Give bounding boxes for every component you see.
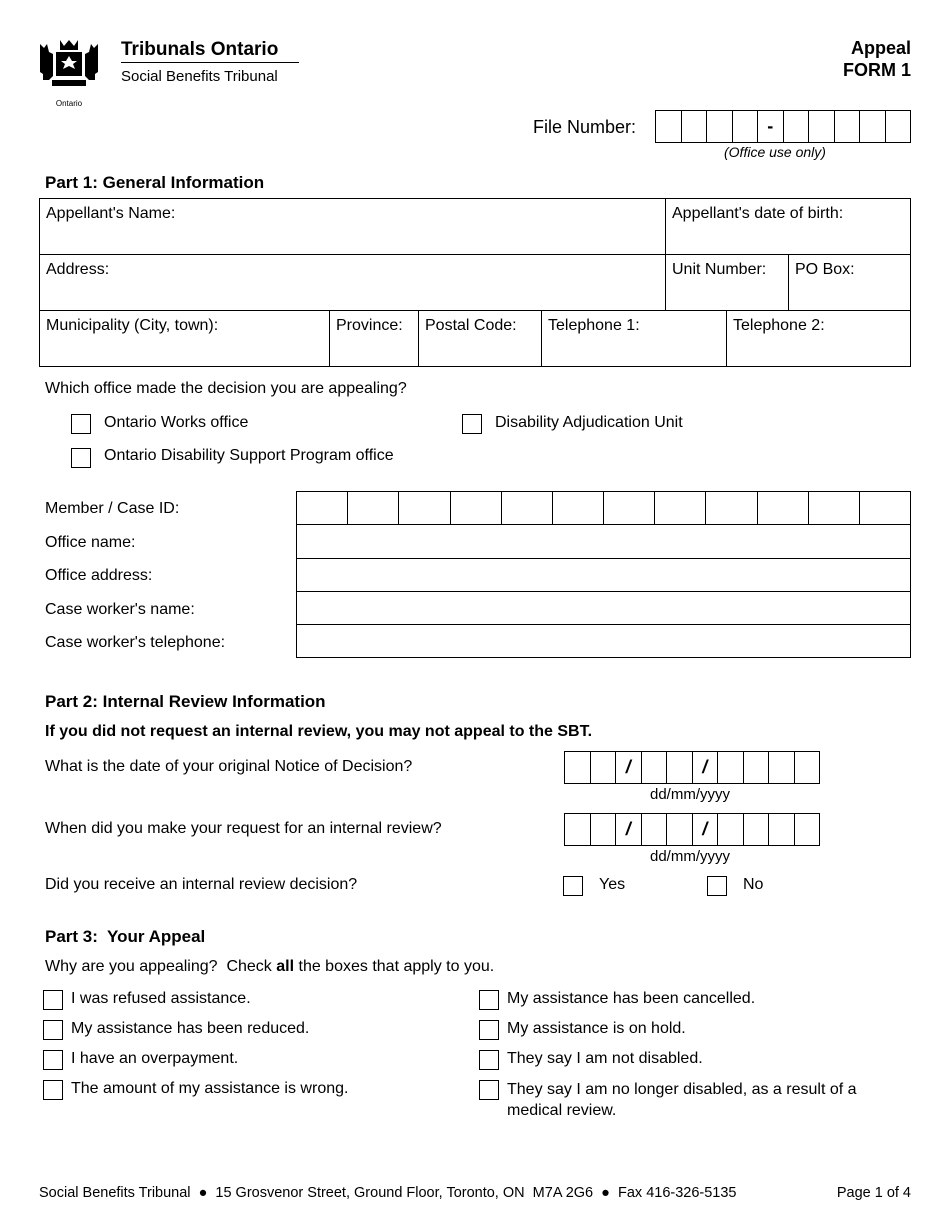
ontario-logo bbox=[36, 38, 102, 108]
telephone1-field[interactable] bbox=[541, 310, 727, 367]
notice-date-question: What is the date of your original Notice of Decision? bbox=[45, 758, 413, 775]
dob-label: Appellant's date of birth: bbox=[672, 205, 844, 222]
date-digit[interactable] bbox=[769, 814, 795, 845]
file-number-digit[interactable] bbox=[860, 111, 886, 142]
no-longer-disabled-checkbox[interactable] bbox=[479, 1080, 499, 1100]
part2-title: Part 2: Internal Review Information bbox=[45, 692, 326, 711]
member-id-label: Member / Case ID: bbox=[45, 500, 180, 517]
member-id-digit[interactable] bbox=[553, 492, 604, 524]
dau-checkbox[interactable] bbox=[462, 414, 482, 434]
office-question: Which office made the decision you are appealing? bbox=[45, 380, 407, 397]
form-title: Appeal bbox=[850, 38, 911, 58]
dob-field[interactable] bbox=[665, 198, 911, 255]
review-decision-question: Did you receive an internal review decision? bbox=[45, 876, 358, 893]
page-number: Page 1 of 4 bbox=[836, 1185, 911, 1201]
refused-label: I was refused assistance. bbox=[71, 990, 251, 1007]
member-id-digit[interactable] bbox=[451, 492, 502, 524]
office-name-label: Office name: bbox=[45, 534, 136, 551]
yes-label: Yes bbox=[599, 876, 626, 893]
notice-date-boxes[interactable] bbox=[564, 751, 820, 784]
pobox-field[interactable] bbox=[788, 254, 911, 311]
member-id-digit[interactable] bbox=[399, 492, 450, 524]
date-digit[interactable] bbox=[591, 814, 617, 845]
file-number-digit[interactable] bbox=[835, 111, 861, 142]
date-digit[interactable] bbox=[642, 752, 668, 783]
ontario-works-checkbox[interactable] bbox=[71, 414, 91, 434]
part1-title: Part 1: General Information bbox=[45, 173, 265, 192]
amount-wrong-checkbox[interactable] bbox=[43, 1080, 63, 1100]
part2-warning: If you did not request an internal review, you may not appeal to the SBT. bbox=[45, 723, 593, 740]
member-id-digit[interactable] bbox=[655, 492, 706, 524]
file-number-digit[interactable] bbox=[784, 111, 810, 142]
date-digit[interactable] bbox=[744, 752, 770, 783]
date-digit[interactable] bbox=[795, 752, 821, 783]
date-separator: / bbox=[616, 752, 642, 783]
postal-code-label: Postal Code: bbox=[425, 317, 517, 334]
file-number-separator: - bbox=[758, 111, 784, 142]
member-id-digit[interactable] bbox=[348, 492, 399, 524]
overpayment-label: I have an overpayment. bbox=[71, 1050, 239, 1067]
member-id-digit[interactable] bbox=[758, 492, 809, 524]
date-separator: / bbox=[616, 814, 642, 845]
not-disabled-checkbox[interactable] bbox=[479, 1050, 499, 1070]
province-label: Province: bbox=[336, 317, 403, 334]
review-date-format: dd/mm/yyyy bbox=[650, 848, 731, 865]
date-separator: / bbox=[693, 752, 719, 783]
no-longer-disabled-label: They say I am no longer disabled, as a result of a medical review. bbox=[507, 1081, 857, 1119]
on-hold-checkbox[interactable] bbox=[479, 1020, 499, 1040]
member-id-digit[interactable] bbox=[502, 492, 553, 524]
telephone1-label: Telephone 1: bbox=[548, 317, 640, 334]
province-field[interactable] bbox=[329, 310, 419, 367]
member-id-digit[interactable] bbox=[860, 492, 910, 524]
unit-number-label: Unit Number: bbox=[672, 261, 767, 278]
notice-date-format: dd/mm/yyyy bbox=[650, 786, 731, 803]
review-date-question: When did you make your request for an internal review? bbox=[45, 820, 442, 837]
unit-number-field[interactable] bbox=[665, 254, 789, 311]
date-digit[interactable] bbox=[744, 814, 770, 845]
municipality-field[interactable] bbox=[39, 310, 330, 367]
refused-checkbox[interactable] bbox=[43, 990, 63, 1010]
postal-code-field[interactable] bbox=[418, 310, 542, 367]
date-digit[interactable] bbox=[565, 752, 591, 783]
coat-of-arms-icon bbox=[36, 38, 102, 92]
title-underline bbox=[121, 62, 299, 63]
ontario-works-label: Ontario Works office bbox=[104, 414, 249, 431]
file-number-digit[interactable] bbox=[809, 111, 835, 142]
yes-checkbox[interactable] bbox=[563, 876, 583, 896]
appellant-name-label: Appellant's Name: bbox=[46, 205, 176, 222]
part3-title: Part 3: Your Appeal bbox=[45, 927, 206, 946]
file-number-digit[interactable] bbox=[707, 111, 733, 142]
footer-address: Social Benefits Tribunal ● 15 Grosvenor Street, Ground Floor, Toronto, ON M7A 2G6 ● Fax 416-326-5135 bbox=[39, 1185, 737, 1201]
member-id-digit[interactable] bbox=[604, 492, 655, 524]
reduced-label: My assistance has been reduced. bbox=[71, 1020, 310, 1037]
office-name-field[interactable] bbox=[296, 525, 911, 559]
office-address-field[interactable] bbox=[296, 558, 911, 592]
question-bold: all bbox=[276, 958, 295, 975]
address-field[interactable] bbox=[39, 254, 666, 311]
odsp-checkbox[interactable] bbox=[71, 448, 91, 468]
org-subtitle: Social Benefits Tribunal bbox=[121, 68, 278, 85]
date-digit[interactable] bbox=[718, 752, 744, 783]
date-separator: / bbox=[693, 814, 719, 845]
case-worker-name-label: Case worker's name: bbox=[45, 601, 195, 618]
municipality-label: Municipality (City, town): bbox=[46, 317, 219, 334]
date-digit[interactable] bbox=[718, 814, 744, 845]
member-id-boxes[interactable] bbox=[296, 491, 911, 525]
date-digit[interactable] bbox=[795, 814, 821, 845]
date-digit[interactable] bbox=[642, 814, 668, 845]
date-digit[interactable] bbox=[565, 814, 591, 845]
file-number-boxes[interactable] bbox=[655, 110, 911, 143]
date-digit[interactable] bbox=[769, 752, 795, 783]
no-label: No bbox=[743, 876, 764, 893]
office-use-note: (Office use only) bbox=[724, 144, 826, 160]
address-label: Address: bbox=[46, 261, 110, 278]
question-post: the boxes that apply to you. bbox=[294, 958, 495, 975]
form-number: FORM 1 bbox=[842, 60, 911, 80]
logo-caption: Ontario bbox=[55, 99, 83, 108]
amount-wrong-label: The amount of my assistance is wrong. bbox=[71, 1080, 349, 1097]
org-title: Tribunals Ontario bbox=[121, 39, 279, 60]
question-pre: Why are you appealing? Check bbox=[45, 958, 277, 975]
case-worker-tel-label: Case worker's telephone: bbox=[45, 634, 226, 651]
no-checkbox[interactable] bbox=[707, 876, 727, 896]
cancelled-checkbox[interactable] bbox=[479, 990, 499, 1010]
file-number-digit[interactable] bbox=[733, 111, 759, 142]
date-digit[interactable] bbox=[667, 752, 693, 783]
on-hold-label: My assistance is on hold. bbox=[507, 1020, 686, 1037]
date-digit[interactable] bbox=[591, 752, 617, 783]
pobox-label: PO Box: bbox=[795, 261, 855, 278]
review-date-boxes[interactable] bbox=[564, 813, 820, 846]
file-number-digit[interactable] bbox=[886, 111, 912, 142]
case-worker-tel-field[interactable] bbox=[296, 624, 911, 658]
member-id-digit[interactable] bbox=[706, 492, 757, 524]
cancelled-label: My assistance has been cancelled. bbox=[507, 990, 756, 1007]
not-disabled-label: They say I am not disabled. bbox=[507, 1050, 703, 1067]
member-id-digit[interactable] bbox=[809, 492, 860, 524]
reduced-checkbox[interactable] bbox=[43, 1020, 63, 1040]
case-worker-name-field[interactable] bbox=[296, 591, 911, 625]
member-id-digit[interactable] bbox=[297, 492, 348, 524]
telephone2-field[interactable] bbox=[726, 310, 911, 367]
overpayment-checkbox[interactable] bbox=[43, 1050, 63, 1070]
office-address-label: Office address: bbox=[45, 567, 153, 584]
file-number-digit[interactable] bbox=[656, 111, 682, 142]
dau-label: Disability Adjudication Unit bbox=[495, 414, 683, 431]
appellant-name-field[interactable] bbox=[39, 198, 666, 255]
telephone2-label: Telephone 2: bbox=[733, 317, 825, 334]
odsp-label: Ontario Disability Support Program office bbox=[104, 447, 394, 464]
part3-question bbox=[45, 958, 494, 976]
file-number-digit[interactable] bbox=[682, 111, 708, 142]
file-number-label: File Number: bbox=[533, 117, 637, 137]
date-digit[interactable] bbox=[667, 814, 693, 845]
